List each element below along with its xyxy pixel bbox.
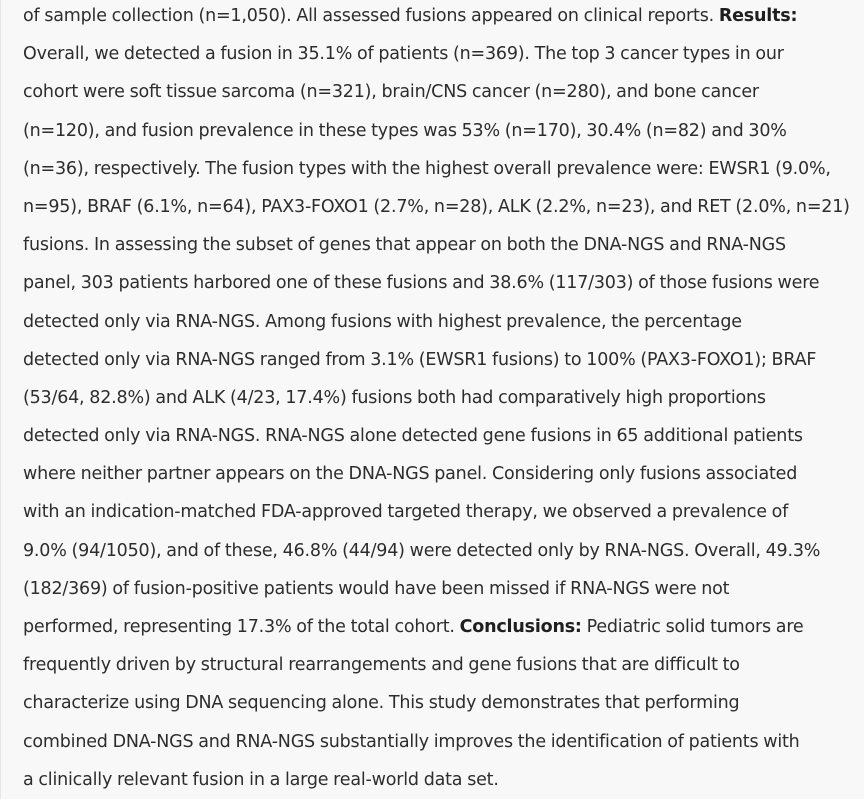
conclusions-heading: Conclusions: [459,617,582,637]
line-text: panel, 303 patients harbored one of these fusions and 38.6% (117/303) of those fusions were [23,273,820,294]
line-text: (n=120), and fusion prevalence in these types was 53% (n=170), 30.4% (n=82) and 30% [23,120,787,141]
line-text: with an indication-matched FDA-approved targeted therapy, we observed a prevalence of [23,502,789,523]
abstract-line [23,303,857,341]
line-text: where neither partner appears on the DNA-NGS panel. Considering only fusions associated [23,464,798,485]
results-heading: Results: [718,6,798,26]
abstract-line [23,379,857,417]
abstract-line [23,341,857,379]
line-text: detected only via RNA-NGS ranged from 3.1% (EWSR1 fusions) to 100% (PAX3-FOXO1); BRAF [23,349,817,370]
abstract-line [23,0,857,35]
abstract-line [23,493,857,531]
line-text: combined DNA-NGS and RNA-NGS substantially improves the identification of patients with [23,731,800,752]
abstract-line [23,226,857,264]
line-text: 9.0% (94/1050), and of these, 46.8% (44/94) were detected only by RNA-NGS. Overall, 49.3% [23,540,821,561]
abstract-line [23,646,857,684]
line-text: Overall, we detected a fusion in 35.1% of patients (n=369). The top 3 cancer types in our [23,44,784,65]
abstract-line [23,608,857,646]
abstract-line [23,723,857,761]
line-text: frequently driven by structural rearrangements and gene fusions that are difficult to [23,655,740,676]
line-text: Pediatric solid tumors are [581,617,804,637]
line-text: a clinically relevant fusion in a large real-world data set. [23,769,499,790]
abstract-line [23,761,857,799]
abstract-line [23,112,857,150]
abstract-text [23,0,857,799]
line-text: (53/64, 82.8%) and ALK (4/23, 17.4%) fusions both had comparatively high proportions [23,387,766,408]
abstract-line [23,264,857,302]
abstract-line [23,150,857,188]
abstract-line [23,455,857,493]
line-text: (182/369) of fusion-positive patients would have been missed if RNA-NGS were not [23,578,730,599]
abstract-line [23,684,857,722]
line-text: detected only via RNA-NGS. RNA-NGS alone detected gene fusions in 65 additional patients [23,426,803,447]
line-text: (n=36), respectively. The fusion types with the highest overall prevalence were: EWSR1 (9.0%, [23,158,831,179]
line-text: fusions. In assessing the subset of genes that appear on both the DNA-NGS and RNA-NGS [23,235,786,256]
line-text: of sample collection (n=1,050). All assessed fusions appeared on clinical reports. [23,6,719,26]
abstract-line [23,188,857,226]
line-text: detected only via RNA-NGS. Among fusions with highest prevalence, the percentage [23,311,742,332]
line-text: cohort were soft tissue sarcoma (n=321), brain/CNS cancer (n=280), and bone cancer [23,82,759,103]
abstract-line [23,73,857,111]
line-text: n=95), BRAF (6.1%, n=64), PAX3-FOXO1 (2.7%, n=28), ALK (2.2%, n=23), and RET (2.0%, n=21) [23,196,850,217]
line-text: characterize using DNA sequencing alone. This study demonstrates that performing [23,693,740,714]
line-text: performed, representing 17.3% of the total cohort. [23,617,460,637]
abstract-line [23,35,857,73]
abstract-line [23,417,857,455]
abstract-line [23,570,857,608]
abstract-line [23,532,857,570]
